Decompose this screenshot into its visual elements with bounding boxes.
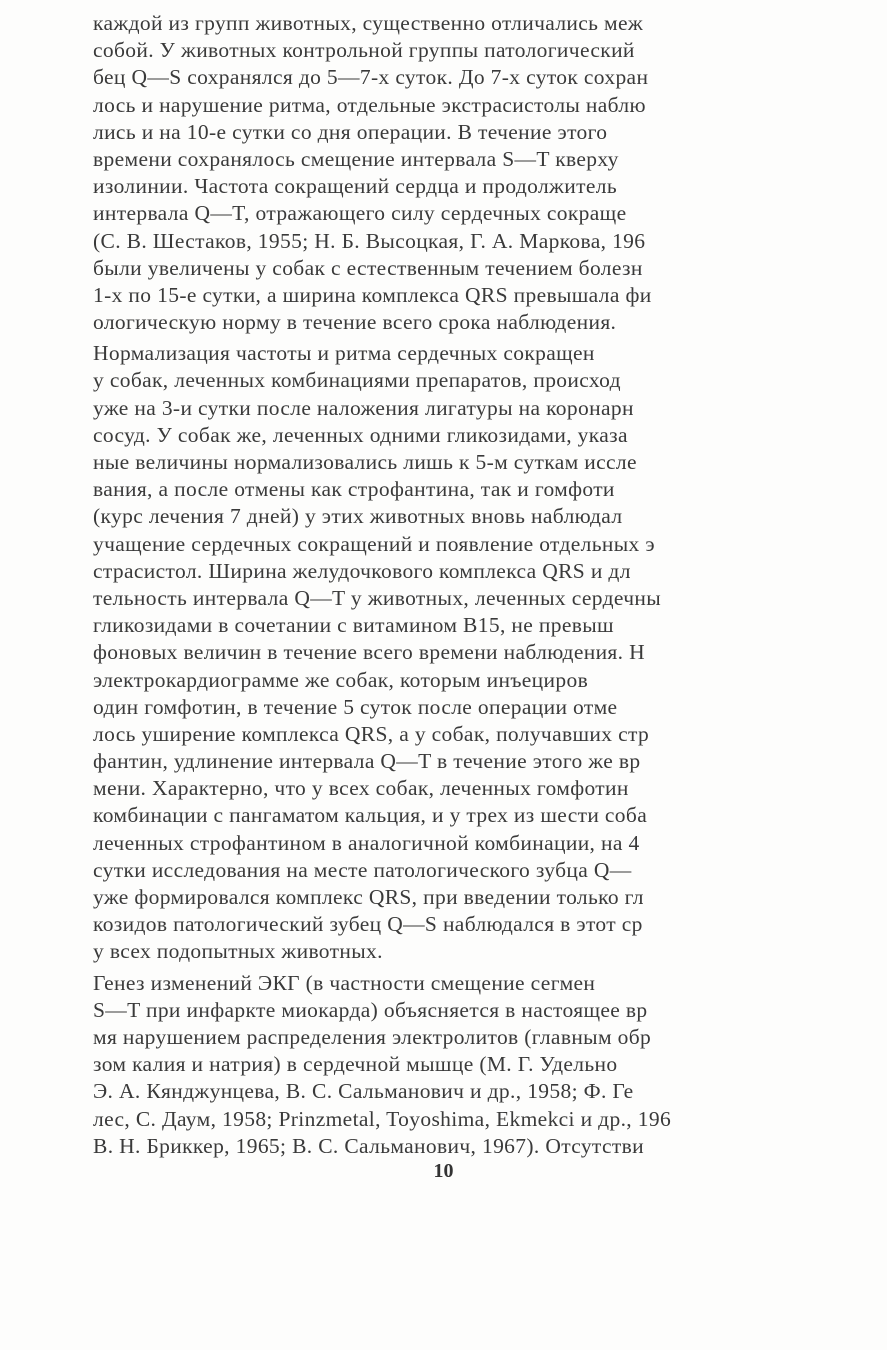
text-line: ные величины нормализовались лишь к 5-м суткам иссле <box>93 450 637 474</box>
text-line: электрокардиограмме же собак, которым инъециров <box>93 667 589 692</box>
text-line: 1-х по 15-е сутки, а ширина комплекса QRS превышала фи <box>93 282 652 307</box>
text-line: козидов патологический зубец Q—S наблюдался в этот ср <box>93 912 643 937</box>
text-line: сутки исследования на месте патологического зубца Q— <box>93 857 632 882</box>
text-line: были увеличены у собак с естественным течением болезн <box>93 255 643 280</box>
text-line: лес, С. Даум, 1958; Prinzmetal, Toyoshima, Ekmekci и др., 196 <box>93 1106 672 1131</box>
text-line: В. Н. Бриккер, 1965; В. С. Сальманович, 1967). Отсутстви <box>93 1133 644 1158</box>
text-line: уже формировался комплекс QRS, при введении только гл <box>93 885 644 909</box>
text-line: тельность интервала Q—T у животных, леченных сердечны <box>93 585 662 610</box>
text-line: гликозидами в сочетании с витамином B15, не превыш <box>93 613 614 638</box>
text-line: лись и на 10-е сутки со дня операции. В течение этого <box>93 119 608 144</box>
text-line: бец Q—S сохранялся до 5—7-х суток. До 7-х суток сохран <box>93 65 649 90</box>
text-line: собой. У животных контрольной группы патологический <box>93 38 635 63</box>
text-line: леченных строфантином в аналогичной комбинации, на 4 <box>93 830 640 855</box>
text-line: S—T при инфаркте миокарда) объясняется в настоящее вр <box>93 997 648 1022</box>
paragraph-start-line: Нормализация частоты и ритма сердечных сокращен <box>93 341 595 366</box>
text-line: Э. А. Кянджунцева, В. С. Сальманович и др., 1958; Ф. Ге <box>93 1079 634 1104</box>
text-line: времени сохранялось смещение интервала S—T кверху <box>93 146 619 171</box>
text-line: мени. Характерно, что у всех собак, леченных гомфотин <box>93 776 629 801</box>
text-line: фоновых величин в течение всего времени наблюдения. Н <box>93 640 645 665</box>
text-line: страсистол. Ширина желудочкового комплекса QRS и дл <box>93 558 631 583</box>
text-line: сосуд. У собак же, леченных одними гликозидами, указа <box>93 422 628 447</box>
text-line: каждой из групп животных, существенно отличались меж <box>93 11 644 35</box>
text-line: лось и нарушение ритма, отдельные экстрасистолы наблю <box>93 92 646 117</box>
text-line: один гомфотин, в течение 5 суток после операции отме <box>93 694 618 719</box>
page-number: 10 <box>433 1160 454 1182</box>
text-line: зом калия и натрия) в сердечной мышце (М. Г. Удельно <box>93 1052 618 1077</box>
text-line: (С. В. Шестаков, 1955; Н. Б. Высоцкая, Г. А. Маркова, 196 <box>93 228 646 253</box>
text-line: уже на 3-и сутки после наложения лигатуры на коронарн <box>93 395 634 420</box>
text-line: у собак, леченных комбинациями препаратов, происход <box>93 368 621 393</box>
text-line: вания, а после отмены как строфантина, так и гомфоти <box>93 477 615 502</box>
text-line: интервала Q—T, отражающего силу сердечных сокраще <box>93 201 627 226</box>
text-line: мя нарушением распределения электролитов (главным обр <box>93 1024 652 1049</box>
text-line: учащение сердечных сокращений и появление отдельных э <box>93 531 655 556</box>
text-line: комбинации с пангаматом кальция, и у трех из шести соба <box>93 803 648 828</box>
text-line: изолинии. Частота сокращений сердца и продолжитель <box>93 174 617 199</box>
body-text <box>93 10 793 1160</box>
text-line: ологическую норму в течение всего срока наблюдения. <box>93 310 617 335</box>
text-line: у всех подопытных животных. <box>93 939 383 964</box>
text-line: фантин, удлинение интервала Q—T в течение этого же вр <box>93 749 641 774</box>
text-line: лось уширение комплекса QRS, а у собак, получавших стр <box>93 721 650 746</box>
paragraph-start-line: Генез изменений ЭКГ (в частности смещение сегмен <box>93 970 596 995</box>
text-line: (курс лечения 7 дней) у этих животных вновь наблюдал <box>93 504 623 529</box>
